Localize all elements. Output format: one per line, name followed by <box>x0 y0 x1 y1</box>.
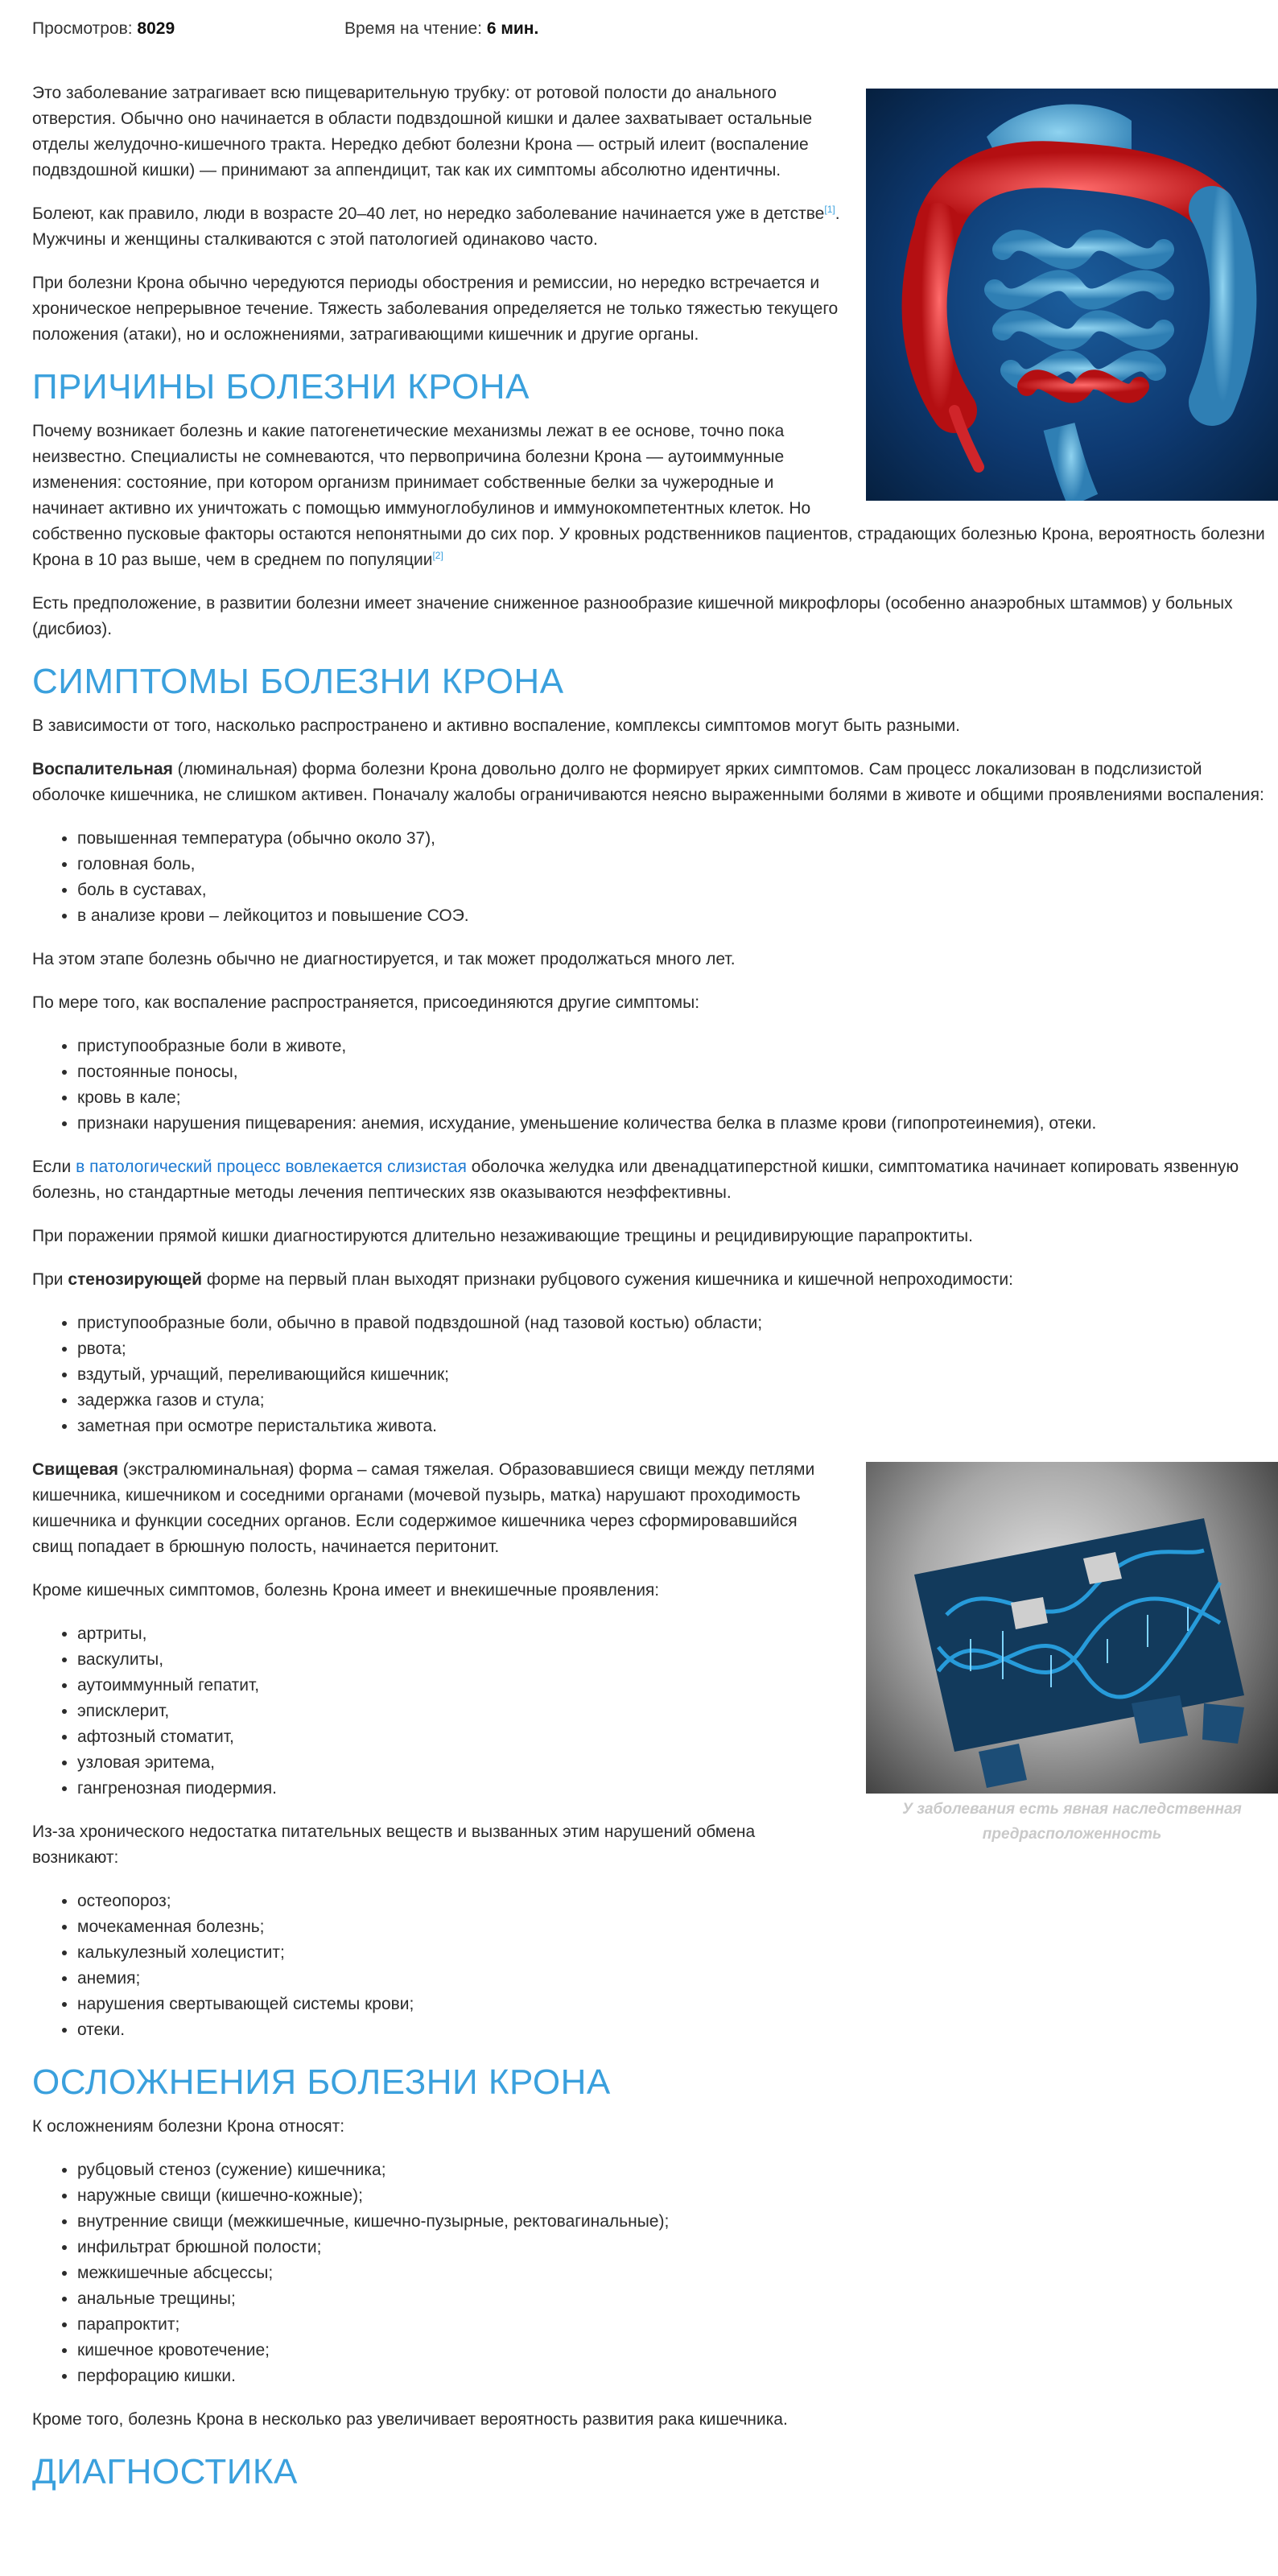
symptoms-paragraph-2: Воспалительная (люминальная) форма болезни Крона довольно долго не формирует ярких симптомов. Сам процесс локализован в подслизистой оболочке кишечника, не слишком активен. Поначалу жалобы ограничиваются неясно выраженными болями в животе и общими проявлениями воспаления: <box>32 760 1264 804</box>
list-item: • рвота; <box>77 1336 1278 1362</box>
list-item: • узловая эритема, <box>77 1750 1278 1776</box>
list-item: • анальные трещины; <box>77 2286 1278 2312</box>
list-item: • внутренние свищи (межкишечные, кишечно-пузырные, ректовагинальные); <box>77 2209 1278 2235</box>
list-item: • васкулиты, <box>77 1647 1278 1673</box>
dna-puzzle-illustration <box>866 1462 1278 1794</box>
intestine-figure <box>866 89 1278 501</box>
list-item: • отеки. <box>77 2017 1278 2043</box>
list-item: • гангренозная пиодермия. <box>77 1776 1278 1802</box>
list-item: • инфильтрат брюшной полости; <box>77 2235 1278 2260</box>
heading-symptoms: СИМПТОМЫ БОЛЕЗНИ КРОНА <box>32 662 564 701</box>
list-item: • рубцовый стеноз (сужение) кишечника; <box>77 2157 1278 2183</box>
list-item: • вздутый, урчащий, переливающийся кишечник; <box>77 1362 1278 1388</box>
mucosa-link[interactable]: в патологический процесс вовлекается слизистая <box>76 1158 467 1176</box>
dna-puzzle-figure <box>866 1457 1278 1847</box>
intestine-illustration <box>866 89 1278 501</box>
list-item: • анемия; <box>77 1966 1278 1992</box>
list-item: • эписклерит, <box>77 1699 1278 1724</box>
causes-paragraph-1: Почему возникает болезнь и какие патогенетические механизмы лежат в ее основе, точно пока неизвестно. Специалисты не сомневаются, что первопричина болезни Крона — аутоиммунные изменения: состояние, при котором организм принимает собственные белки за чужеродные и начинает активно их уничтожать с помощью иммуноглобулинов и иммунокомпетентных клеток. Но собственно пусковые факторы остаются непонятными до сих пор. У кровных родственников пациентов, страдающих болезнью Крона, вероятность болезни Крона в 10 раз выше, чем в среднем по популяции[2] <box>32 422 1265 569</box>
list-item: • остеопороз; <box>77 1889 1278 1914</box>
symptoms-list-2 <box>32 1034 1278 1137</box>
intro-paragraph-1: Это заболевание затрагивает всю пищеварительную трубку: от ротовой полости до анального отверстия. Обычно оно начинается в области подвздошной кишки и далее захватывает остальные отделы желудочно-кишечного тракта. Нередко дебют болезни Крона — острый илеит (воспаление подвздошной кишки) — принимают за аппендицит, так как их симптомы абсолютно идентичны. <box>32 84 813 180</box>
views-value: 8029 <box>137 19 175 38</box>
list-item: • боль в суставах, <box>77 877 1278 903</box>
symptoms-paragraph-7: При стенозирующей форме на первый план выходят признаки рубцового сужения кишечника и кишечной непроходимости: <box>32 1270 1013 1289</box>
list-item: • артриты, <box>77 1621 1278 1647</box>
list-item: • афтозный стоматит, <box>77 1724 1278 1750</box>
list-item: • повышенная температура (обычно около 37), <box>77 826 1278 852</box>
read-time: Время на чтение: 6 мин. <box>344 19 539 38</box>
complications-paragraph-1: К осложнениям болезни Крона относят: <box>32 2117 345 2136</box>
footnote-ref-2[interactable]: [2] <box>432 550 443 561</box>
read-time-value: 6 мин. <box>486 19 539 38</box>
list-item: • межкишечные абсцессы; <box>77 2260 1278 2286</box>
footnote-ref-1[interactable]: [1] <box>824 204 835 215</box>
list-item: • аутоиммунный гепатит, <box>77 1673 1278 1699</box>
symptoms-paragraph-9: Кроме кишечных симптомов, болезнь Крона имеет и внекишечные проявления: <box>32 1581 660 1600</box>
list-item: • калькулезный холецистит; <box>77 1940 1278 1966</box>
symptoms-list-1 <box>32 826 1278 929</box>
list-item: • постоянные поносы, <box>77 1059 1278 1085</box>
list-item: • мочекаменная болезнь; <box>77 1914 1278 1940</box>
symptoms-list-5 <box>32 1889 1278 2043</box>
list-item: • заметная при осмотре перистальтика живота. <box>77 1414 1278 1439</box>
list-item: • нарушения свертывающей системы крови; <box>77 1992 1278 2017</box>
list-item: • приступообразные боли в животе, <box>77 1034 1278 1059</box>
views-counter: Просмотров: 8029 <box>32 19 175 38</box>
heading-complications: ОСЛОЖНЕНИЯ БОЛЕЗНИ КРОНА <box>32 2062 611 2102</box>
symptoms-paragraph-1: В зависимости от того, насколько распространено и активно воспаление, комплексы симптомов могут быть разными. <box>32 716 960 735</box>
complications-paragraph-2: Кроме того, болезнь Крона в несколько раз увеличивает вероятность развития рака кишечника. <box>32 2410 788 2429</box>
causes-paragraph-2: Есть предположение, в развитии болезни имеет значение сниженное разнообразие кишечной микрофлоры (особенно анаэробных штаммов) у больных (дисбиоз). <box>32 594 1233 638</box>
symptoms-paragraph-10: Из-за хронического недостатка питательных веществ и вызванных этим нарушений обмена возникают: <box>32 1823 756 1867</box>
symptoms-paragraph-4: По мере того, как воспаление распространяется, присоединяются другие симптомы: <box>32 993 700 1012</box>
symptoms-paragraph-3: На этом этапе болезнь обычно не диагностируется, и так может продолжаться много лет. <box>32 950 736 968</box>
intro-paragraph-2: Болеют, как правило, люди в возрасте 20–40 лет, но нередко заболевание начинается уже в детстве[1]. Мужчины и женщины сталкиваются с этой патологией одинаково часто. <box>32 204 840 249</box>
list-item: • приступообразные боли, обычно в правой подвздошной (над тазовой костью) области; <box>77 1311 1278 1336</box>
list-item: • перфорацию кишки. <box>77 2363 1278 2389</box>
list-item: • признаки нарушения пищеварения: анемия, исхудание, уменьшение количества белка в плазме крови (гипопротеинемия), отеки. <box>77 1111 1278 1137</box>
heading-diagnostics: ДИАГНОСТИКА <box>32 2452 298 2491</box>
intro-paragraph-3: При болезни Крона обычно чередуются периоды обострения и ремиссии, но нередко встречается и хроническое непрерывное течение. Тяжесть заболевания определяется не только тяжестью текущего положения (атаки), но и осложнениями, затрагивающими кишечник и другие органы. <box>32 274 839 344</box>
list-item: • в анализе крови – лейкоцитоз и повышение СОЭ. <box>77 903 1278 929</box>
list-item: • задержка газов и стула; <box>77 1388 1278 1414</box>
list-item: • кровь в кале; <box>77 1085 1278 1111</box>
symptoms-list-3 <box>32 1311 1278 1439</box>
list-item: • головная боль, <box>77 852 1278 877</box>
list-item: • кишечное кровотечение; <box>77 2338 1278 2363</box>
symptoms-paragraph-8: Свищевая (экстралюминальная) форма – самая тяжелая. Образовавшиеся свищи между петлями кишечника, кишечником и соседними органами (мочевой пузырь, матка) нарушают проходимость кишечника и функции соседних органов. Если содержимое кишечника через сформировавшийся свищ попадает в брюшную полость, начинается перитонит. <box>32 1460 815 1556</box>
heading-causes: ПРИЧИНЫ БОЛЕЗНИ КРОНА <box>32 367 530 407</box>
article <box>32 0 1278 2494</box>
list-item: • парапроктит; <box>77 2312 1278 2338</box>
symptoms-paragraph-6: При поражении прямой кишки диагностируются длительно незаживающие трещины и рецидивирующие парапроктиты. <box>32 1227 973 1245</box>
article-meta <box>32 0 1278 42</box>
complications-list <box>32 2157 1278 2389</box>
figure-caption: У заболевания есть явная наследственная предрасположенность <box>902 1801 1242 1843</box>
symptoms-paragraph-5: Если в патологический процесс вовлекается слизистая оболочка желудка или двенадцатиперстной кишки, симптоматика начинает копировать язвенную болезнь, но стандартные методы лечения пептических язв оказываются неэффективны. <box>32 1158 1239 1202</box>
list-item: • наружные свищи (кишечно-кожные); <box>77 2183 1278 2209</box>
